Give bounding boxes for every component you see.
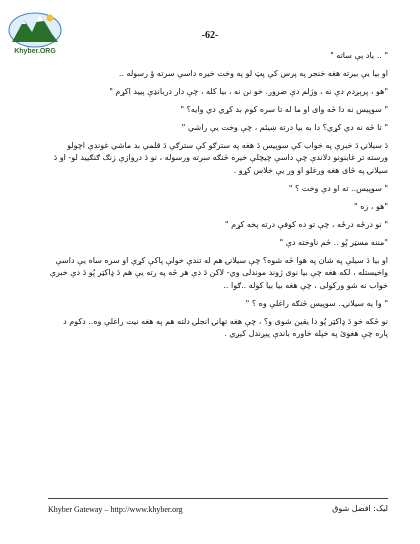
- paragraph: دَ سیلانۍ دَ خبرې په خواب کې سوپیس دَ هغه په سترګو کې سترګې دَ قلمي بد ماشي غوندې اچولو ورسته تر غابنونو دلاندې چې داسې چیچلې خیره څنګه سرته ورسوله ، نو دَ دروازې زنګ ګنګيید لو- او دَ سیلانۍ په څای هغه ورغلو او ور یې خلاس کړو .: [53, 141, 388, 175]
- paragraph: " سوپیس.. ته او دې وخت ؟ ": [288, 183, 388, 193]
- paragraph: " نو درځه درځه ، چې تو ده کوفې درته پخه کړم ": [224, 219, 388, 229]
- footer-source: Khyber Gateway – http://www.khyber.org: [48, 505, 183, 514]
- footer-author: لیک: افضل شوق: [332, 504, 388, 513]
- paragraph: او بیا یې بیرته هغه خنجر په پرس کې پټ لو په وخت خیره داسې سرته ؤ رسوله ..: [118, 69, 388, 78]
- document-body: [48, 50, 388, 346]
- paragraph: " سوپیس نه دا څه وای او ما له تا سره کوم بد کړي دي وایه؟ ": [180, 105, 388, 114]
- logo-text: Khyber.ORG: [14, 48, 56, 55]
- paragraph: " وا یه سیلانۍ.. سوپیس څنګه راغلې وه ؟ ": [245, 298, 388, 308]
- page-number: -62-: [201, 30, 219, 41]
- paragraph: "هو ، پرېږدم دې نه ، وژلم دې ضرور. خو نن نه ، بیا کله ، چې دار دربانډې پیید اکړم ": [109, 87, 388, 96]
- paragraph: او بیا دَ سیلې په شان په هوا څه شوه؟ چې سیلانۍ هم له تندې خولې پاکې کړې او سره ساه یې داسې واخیستله ، لکه هغه چې بیا نوی ژوند موندلی وي- لاکن دَ دې هر څه په رته یې هم دَ ډاکټر پُو دَ دې خبرې خواب نه شو ورکولی ، چې هغه بیا بیا کوله ..ګوا ..: [49, 255, 388, 290]
- paragraph: نو څکه خو دَ ډاکټر پُو دا یقین شوی و؟ ، چې هغه تهانۍ انجلۍ دلته هم په هغه نیت راغلې وه.. دکوم د پاره چې هغوئ په خپله خاوره باندې پیږندل کیږي .: [63, 316, 388, 339]
- paragraph: " .. یاد یې ساته ": [330, 51, 388, 60]
- paragraph: "هو ، زه ": [354, 201, 388, 211]
- mountain-logo-icon: [6, 4, 64, 48]
- paragraph: " تا څه نه دي کړي؟ دا به بیا درته ښیئم ، چې وخت یې راشي ": [181, 123, 388, 132]
- footer-divider: [48, 498, 388, 499]
- paragraph: "مننه مسټر پُو .. څم ناوخته دې ": [279, 237, 388, 247]
